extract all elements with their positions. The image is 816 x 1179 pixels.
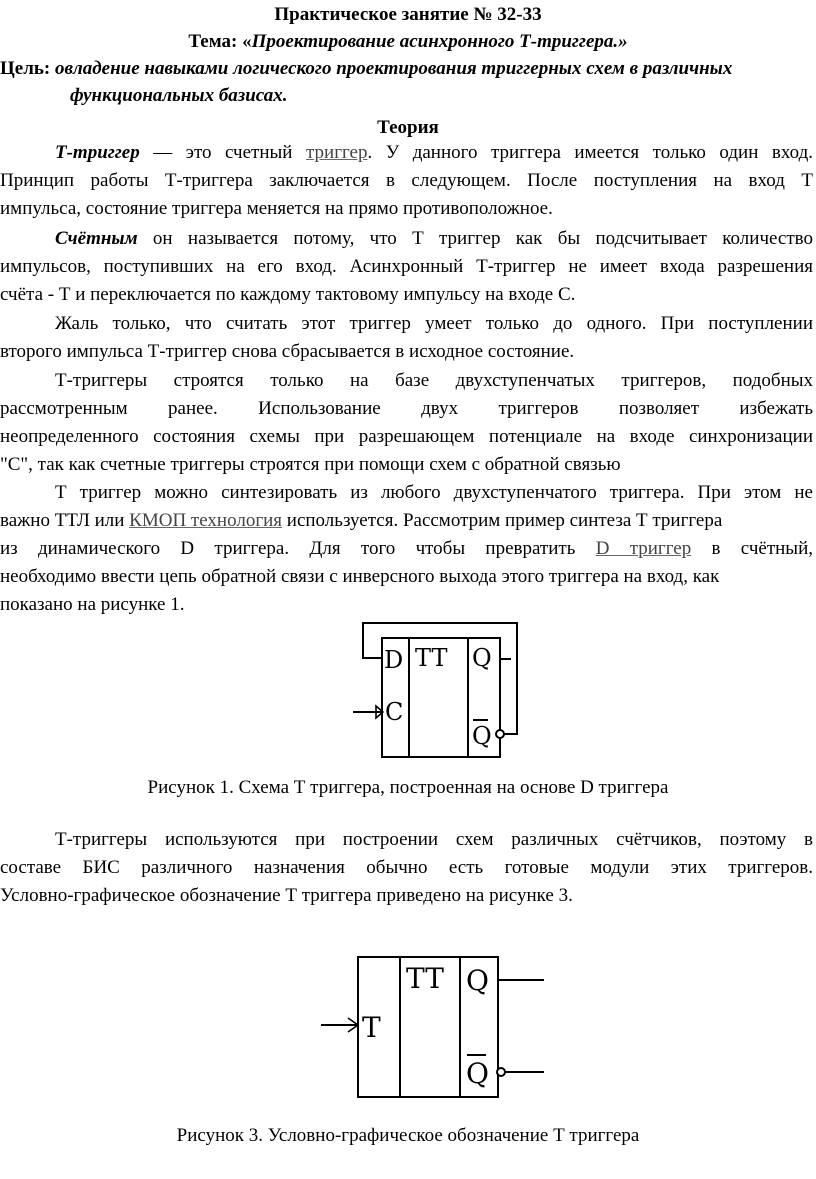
p5-line-2 — [0, 510, 722, 532]
figure-3-diagram — [318, 955, 548, 1100]
p1-line-2: Принцип работы Т-триггера заключается в следующем. После поступления на вход Т — [0, 170, 813, 191]
figure-1-diagram — [345, 618, 525, 760]
link-cmos[interactable]: КМОП технология — [129, 510, 283, 531]
p4-line-3: неопределенного состояния схемы при разрешающем потенциале на входе синхронизации — [0, 426, 813, 447]
fig3-label-qbar: Q — [466, 1057, 489, 1090]
p2-line-1 — [55, 228, 813, 250]
fig1-label-qbar: Q — [472, 722, 492, 750]
p1-text-b: . У данного триггера имеется только один вход. — [367, 142, 814, 163]
p6-line-1: Т-триггеры используются при построении схем различных счётчиков, поэтому в — [55, 829, 813, 850]
p6-line-3: Условно-графическое обозначение Т триггера приведено на рисунке 3. — [0, 885, 573, 906]
figure-3-caption: Рисунок 3. Условно-графическое обозначение Т триггера — [176, 1125, 640, 1146]
p3-line-2: второго импульса Т-триггер снова сбрасывается в исходное состояние. — [0, 341, 575, 362]
goal-text-2: функциональных базисах. — [70, 85, 288, 106]
fig3-label-t: T — [362, 1011, 381, 1044]
p1-line-3: импульса, состояние триггера меняется на прямо противоположное. — [0, 198, 553, 219]
fig3-label-tt: TT — [406, 962, 444, 995]
fig1-label-c: C — [385, 698, 404, 726]
p4-line-1: Т-триггеры строятся только на базе двухступенчатых триггеров, подобных — [55, 370, 813, 391]
goal-label: Цель: — [0, 58, 51, 79]
p2-text: он называется потому, что Т триггер как бы подсчитывает количество — [137, 228, 813, 249]
section-title: Теория — [377, 117, 439, 138]
p4-line-2: рассмотренным ранее. Использование двух триггеров позволяет избежать — [0, 398, 813, 419]
p6-line-2: составе БИС различного назначения обычно есть готовые модули этих триггеров. — [0, 857, 813, 878]
p1-term: Т-триггер — [55, 142, 140, 163]
p5-line-3 — [0, 538, 813, 560]
p5-text-3a: из динамического D триггера. Для того чтобы превратить — [0, 538, 596, 559]
p3-line-1: Жаль только, что считать этот триггер умеет только до одного. При поступлении — [55, 313, 813, 334]
p5-text-3b: в счётный, — [691, 538, 813, 559]
p1-text-a: — это счетный — [139, 142, 306, 163]
fig1-label-tt: TT — [415, 644, 448, 672]
goal-line — [0, 58, 732, 80]
fig1-label-d: D — [384, 646, 404, 674]
link-d-trigger[interactable]: D триггер — [595, 538, 692, 559]
p5-line-5: показано на рисунке 1. — [0, 594, 185, 615]
p5-line-4: необходимо ввести цепь обратной связи с инверсного выхода этого триггера на вход, как — [0, 566, 720, 587]
fig1-label-q: Q — [472, 644, 492, 672]
topic-line — [0, 31, 816, 53]
p4-line-4: "С", так как счетные триггеры строятся при помощи схем с обратной связью — [0, 454, 621, 475]
fig3-inverse-bubble — [497, 1068, 505, 1076]
fig3-label-q: Q — [466, 964, 489, 997]
p5-line-1: Т триггер можно синтезировать из любого двухступенчатого триггера. При этом не — [55, 482, 813, 503]
p2-line-2: импульсов, поступивших на его вход. Асинхронный Т-триггер не имеет входа разрешения — [0, 256, 813, 277]
link-trigger[interactable]: триггер — [305, 142, 368, 163]
goal-text-1: овладение навыками логического проектирования триггерных схем в различных — [55, 58, 733, 79]
topic-text: Проектирование асинхронного Т-триггера.» — [251, 31, 628, 52]
topic-prefix: Тема: « — [188, 31, 252, 52]
p2-line-3: счёта - Т и переключается по каждому тактовому импульсу на входе С. — [0, 284, 576, 305]
p2-term: Счётным — [55, 228, 138, 249]
fig1-inverse-bubble — [496, 730, 504, 738]
p5-text-2b: используется. Рассмотрим пример синтеза Т триггера — [282, 510, 723, 531]
p1-line-1 — [55, 142, 813, 164]
page-title: Практическое занятие № 32-33 — [274, 4, 542, 25]
figure-1-caption: Рисунок 1. Схема Т триггера, построенная на основе D триггера — [147, 777, 669, 798]
p5-text-2a: важно ТТЛ или — [0, 510, 130, 531]
